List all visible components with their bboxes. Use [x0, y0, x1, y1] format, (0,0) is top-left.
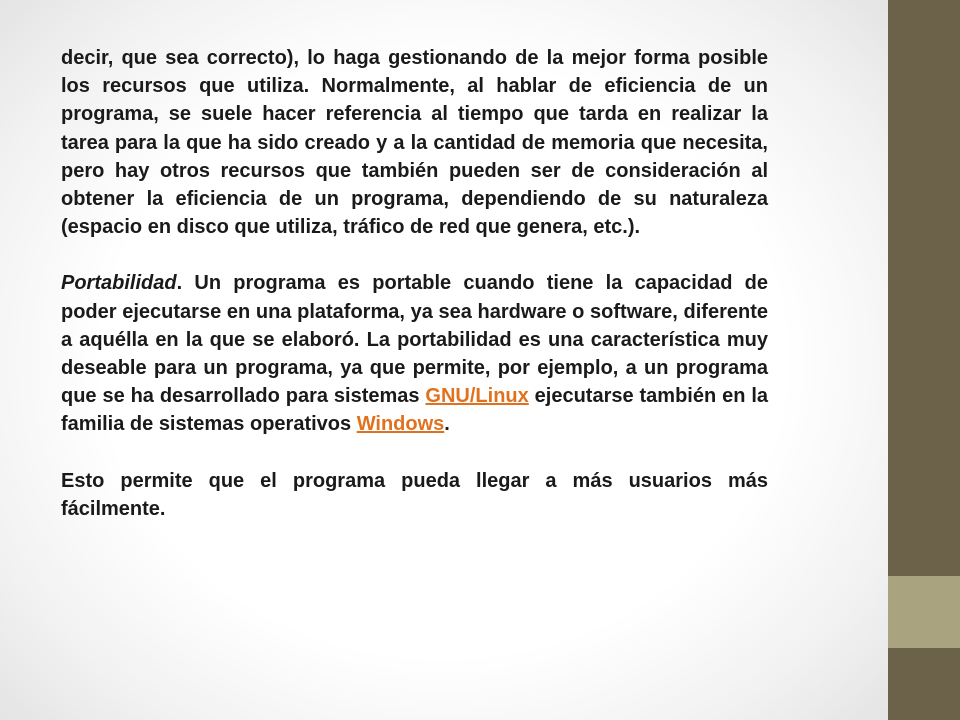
portability-text: . Un programa es portable cuando tiene la capacidad de poder ejecutarse en una plataforma, ya sea hardware o software, diferente a aquélla en la que se elaboró. La portabilidad es una característica muy deseable para un programa, ya que permite, por ejemplo, a un programa que se ha desarrollado para sistemas: [61, 272, 768, 408]
sidebar-accent-bottom: [888, 648, 960, 720]
portability-text-middle: ejecutarse también en la familia de sistemas operativos: [61, 385, 768, 436]
paragraph-portability: [61, 269, 768, 438]
slide-body-text: [61, 44, 768, 523]
sidebar-accent-middle: [888, 576, 960, 648]
gnu-linux-link[interactable]: GNU/Linux: [425, 385, 529, 408]
sidebar-accent-top: [888, 0, 960, 576]
windows-link[interactable]: Windows: [356, 413, 445, 436]
portability-term: Portabilidad: [61, 272, 177, 295]
paragraph-efficiency: decir, que sea correcto), lo haga gestionando de la mejor forma posible los recursos que utiliza. Normalmente, al hablar de eficiencia de un programa, se suele hacer referencia al tiempo que tarda en realizar la tarea para la que ha sido creado y a la cantidad de memoria que necesita, pero hay otros recursos que también pueden ser de consideración al obtener la eficiencia de un programa, dependiendo de su naturaleza (espacio en disco que utiliza, tráfico de red que genera, etc.).: [61, 47, 768, 239]
paragraph-conclusion: Esto permite que el programa pueda llegar a más usuarios más fácilmente.: [61, 469, 768, 520]
portability-text-end: .: [444, 413, 450, 436]
